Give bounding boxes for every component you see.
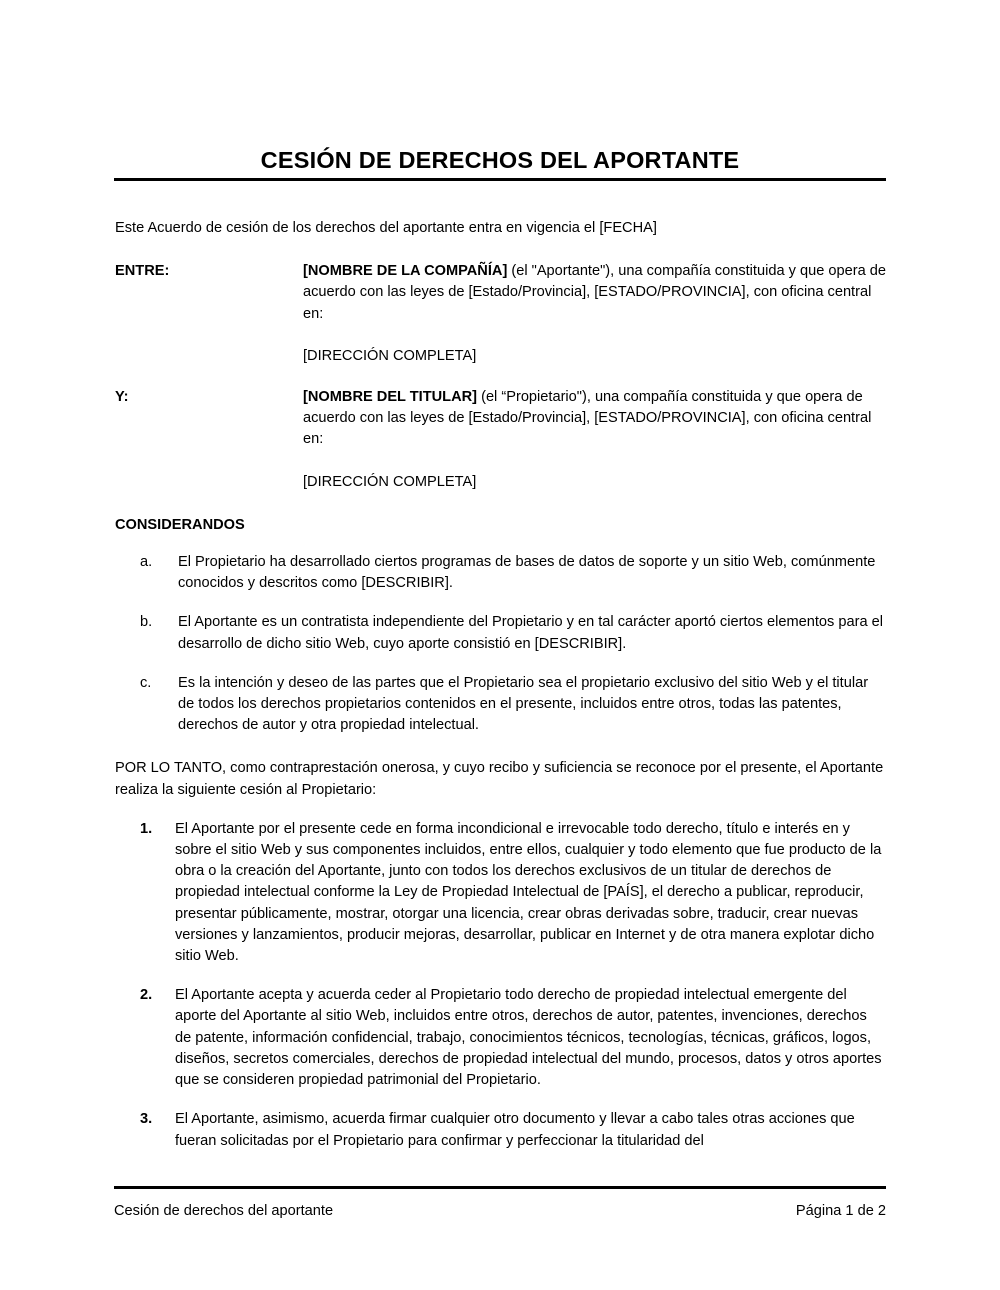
party-y-address: [DIRECCIÓN COMPLETA]: [303, 473, 477, 490]
party-y-label: Y:: [115, 389, 129, 406]
party-y-name: [NOMBRE DEL TITULAR]: [303, 389, 478, 406]
list-text: Es la intención y deseo de las partes que el Propietario sea el propietario exclusivo del sitio Web y el titular de todos los derechos propietarios contenidos en el presente, incluidos entre otros, todas las patentes, derechos de autor y otra propiedad intelectual.: [178, 674, 869, 734]
list-text: El Aportante, asimismo, acuerda firmar cualquier otro documento y llevar a cabo tales otras acciones que fueran solicitadas por el Propietario para confirmar y perfeccionar la titularidad del: [175, 1111, 855, 1149]
footer-divider: [114, 1186, 886, 1189]
footer-page-number: Página 1 de 2: [795, 1203, 886, 1219]
list-marker: 3.: [140, 1111, 153, 1128]
spacer: [115, 239, 886, 261]
list-item: [115, 819, 886, 967]
party-entre-description: [303, 261, 886, 325]
spacer: [115, 367, 886, 387]
list-text: El Propietario ha desarrollado ciertos programas de bases de datos de soporte y un sitio Web, comúnmente conocidos y descritos como [DESCRIBIR].: [178, 554, 876, 592]
list-text: El Aportante acepta y acuerda ceder al Propietario todo derecho de propiedad intelectual emergente del aporte del Aportante al sitio Web, incluidos entre otros, derechos de autor, patentes, invenciones, derechos de patente, información confidencial, trabajo, conocimientos técnicos, tecnologías, técnicas, gráficos, logos, diseños, secretos comerciales, derechos de propiedad intelectual del mundo, procesos, datos y otros aportes que se consideren propiedad patrimonial del Propietario.: [175, 987, 882, 1089]
list-item: [115, 612, 886, 654]
party-entre-address: [DIRECCIÓN COMPLETA]: [303, 347, 477, 364]
party-entre-label: ENTRE:: [115, 263, 170, 280]
operative-lead-paragraph: POR LO TANTO, como contraprestación onerosa, y cuyo recibo y suficiencia se reconoce por el presente, el Aportante realiza la siguiente cesión al Propietario:: [115, 760, 884, 798]
party-entre-row: [115, 261, 886, 367]
list-marker: 1.: [140, 820, 153, 837]
list-marker: b.: [140, 614, 153, 631]
party-y-row: [115, 387, 886, 493]
page-title: CESIÓN DE DERECHOS DEL APORTANTE: [260, 147, 740, 173]
considerandos-heading: CONSIDERANDOS: [115, 516, 245, 533]
party-y-rest: (el “Propietario"), una compañía constituida y que opera de acuerdo con las leyes de [Estado/Provincia], [ESTADO/PROVINCIA], con oficina central en:: [303, 389, 872, 448]
list-marker: c.: [140, 674, 152, 691]
party-entre-name: [NOMBRE DE LA COMPAÑÍA]: [303, 263, 508, 280]
footer-document-name: Cesión de derechos del aportante: [114, 1203, 334, 1219]
footer-row: [114, 1201, 886, 1221]
list-item: [115, 673, 886, 737]
list-text: El Aportante por el presente cede en forma incondicional e irrevocable todo derecho, título e interés en y sobre el sitio Web y sus componentes incluidos, entre ellos, cualquier y todo elemento que fue producto de la obra o la creación del Aportante, junto con todos los derechos exclusivos de un titular de derechos de propiedad intelectual conforme la Ley de Propiedad Intelectual de [PAÍS], el derecho a publicar, reproducir, presentar públicamente, mostrar, otorgar una licencia, crear obras derivadas sobre, traducir, crear nuevas versiones y lanzamientos, producir mejoras, desarrollar, publicar en Internet y de otra manera explotar dicho sitio Web.: [175, 820, 882, 965]
list-item: [115, 552, 886, 594]
list-item: [115, 1109, 886, 1151]
intro-paragraph: Este Acuerdo de cesión de los derechos del aportante entra en vigencia el [FECHA]: [115, 220, 657, 236]
spacer: [115, 736, 886, 758]
title-divider: [114, 178, 886, 181]
party-entre-body: [303, 261, 886, 367]
party-y-body: [303, 387, 886, 493]
operative-clause-list: [115, 819, 886, 1152]
list-text: El Aportante es un contratista independiente del Propietario y en tal carácter aportó ciertos elementos para el desarrollo de dicho sitio Web, cuyo aporte consistió en [DESCRIBIR].: [178, 614, 883, 652]
considerandos-list: [115, 552, 886, 736]
list-item: [115, 985, 886, 1091]
page-footer: [114, 1186, 886, 1221]
list-marker: 2.: [140, 987, 153, 1004]
party-y-description: [303, 387, 886, 451]
document-body: [115, 218, 886, 1152]
spacer: [115, 493, 886, 515]
party-entre-rest: (el "Aportante"), una compañía constituida y que opera de acuerdo con las leyes de [Estado/Provincia], [ESTADO/PROVINCIA], con oficina central en:: [303, 263, 886, 322]
title-block: [114, 146, 886, 189]
list-marker: a.: [140, 554, 153, 571]
